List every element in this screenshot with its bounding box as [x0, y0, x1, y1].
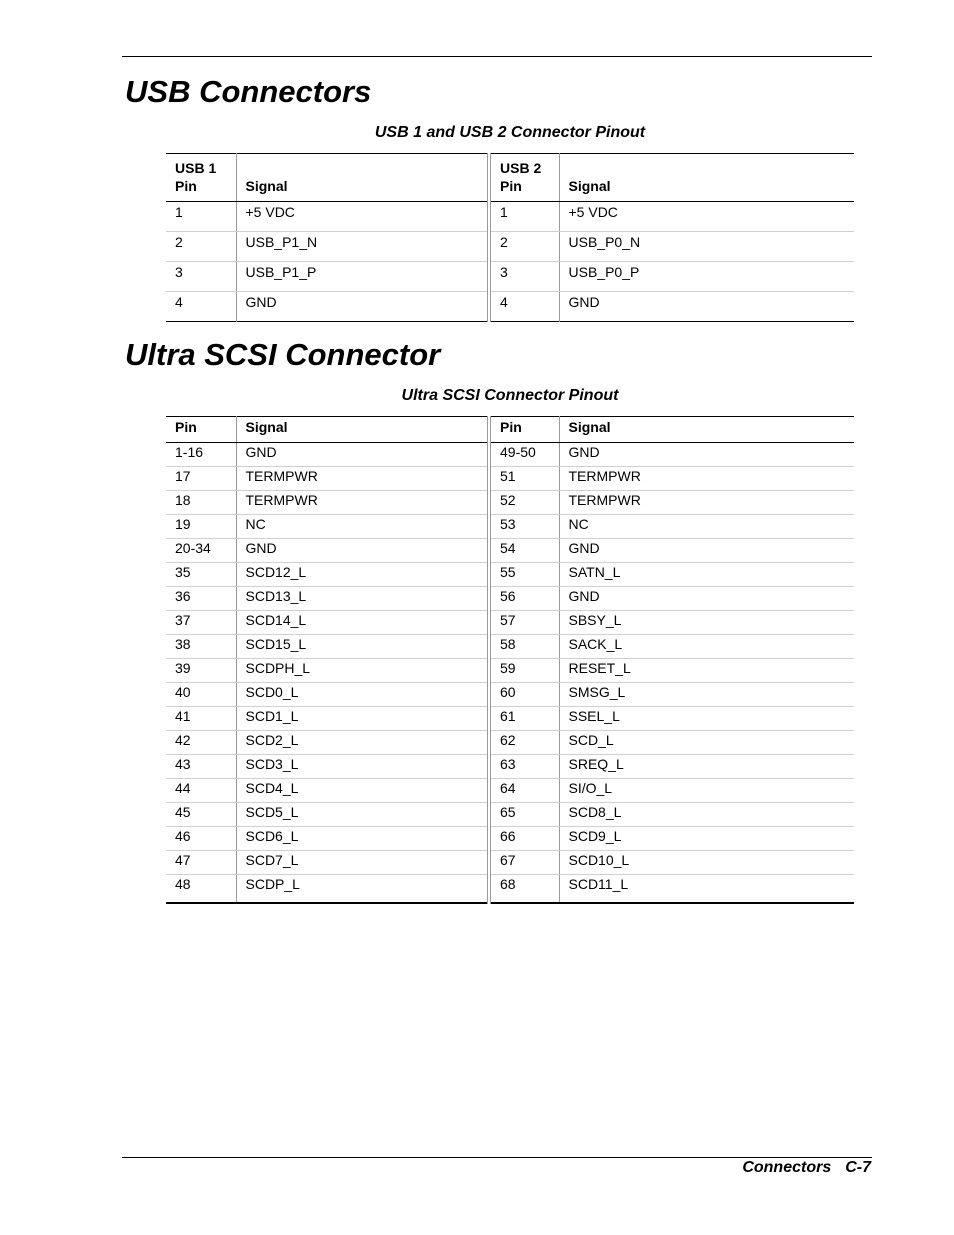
cell-pin-left: 40 — [166, 683, 236, 707]
table-row — [166, 539, 854, 563]
cell-signal-right: USB_P0_P — [559, 262, 854, 292]
table-row — [166, 779, 854, 803]
cell-pin-right: 49-50 — [489, 443, 559, 467]
table-row — [166, 202, 854, 232]
cell-signal-left: SCD3_L — [236, 755, 489, 779]
table-row — [166, 851, 854, 875]
cell-signal-right: GND — [559, 443, 854, 467]
table-row — [166, 232, 854, 262]
cell-pin-left: 43 — [166, 755, 236, 779]
cell-pin-right: 63 — [489, 755, 559, 779]
cell-signal-right: SACK_L — [559, 635, 854, 659]
cell-signal-left: GND — [236, 443, 489, 467]
cell-signal-left: TERMPWR — [236, 467, 489, 491]
cell-signal-left: SCDP_L — [236, 875, 489, 904]
cell-signal-right: SCD9_L — [559, 827, 854, 851]
table-row — [166, 292, 854, 322]
table-row — [166, 467, 854, 491]
cell-signal-right: SMSG_L — [559, 683, 854, 707]
header-rule — [122, 56, 872, 57]
table-row — [166, 755, 854, 779]
table-row — [166, 659, 854, 683]
cell-signal-left: SCD15_L — [236, 635, 489, 659]
column-header-signal-left: Signal — [236, 417, 489, 443]
cell-pin-right: 67 — [489, 851, 559, 875]
table-row — [166, 875, 854, 904]
column-header-pin-left: Pin — [166, 417, 236, 443]
cell-signal-left: SCD2_L — [236, 731, 489, 755]
cell-pin-left: 48 — [175, 876, 191, 892]
cell-pin-left: 4 — [175, 294, 183, 310]
usb-heading: USB Connectors — [125, 74, 372, 109]
cell-pin-left: 17 — [166, 467, 236, 491]
cell-pin-right: 2 — [489, 232, 559, 262]
cell-pin-left: 42 — [166, 731, 236, 755]
cell-signal-right: GND — [559, 292, 854, 322]
column-header-pin-right: Pin — [489, 417, 559, 443]
cell-signal-right: SATN_L — [559, 563, 854, 587]
cell-signal-right: SREQ_L — [559, 755, 854, 779]
cell-pin-right: 65 — [489, 803, 559, 827]
table-row — [166, 683, 854, 707]
table-row — [166, 563, 854, 587]
cell-signal-left: USB_P1_N — [236, 232, 489, 262]
cell-signal-left: SCDPH_L — [236, 659, 489, 683]
cell-pin-right: 1 — [489, 202, 559, 232]
cell-signal-right: SCD10_L — [559, 851, 854, 875]
table-row — [166, 827, 854, 851]
cell-pin-left: 45 — [166, 803, 236, 827]
cell-pin-left: 20-34 — [166, 539, 236, 563]
cell-signal-left: TERMPWR — [236, 491, 489, 515]
footer-section: Connectors — [742, 1159, 832, 1176]
cell-signal-right: TERMPWR — [559, 467, 854, 491]
cell-signal-left: NC — [236, 515, 489, 539]
column-header-usb1-pin: USB 1 Pin — [166, 154, 236, 202]
scsi-table-caption: Ultra SCSI Connector Pinout — [401, 387, 619, 404]
cell-signal-right: +5 VDC — [559, 202, 854, 232]
cell-signal-left: SCD7_L — [236, 851, 489, 875]
table-row — [166, 443, 854, 467]
cell-pin-left: 1 — [166, 202, 236, 232]
column-header-usb1-signal: Signal — [236, 154, 489, 202]
table-row — [166, 515, 854, 539]
table-header-row — [166, 417, 854, 443]
table-row — [166, 635, 854, 659]
cell-pin-right: 66 — [489, 827, 559, 851]
page-footer — [742, 1159, 871, 1177]
cell-signal-right: USB_P0_N — [559, 232, 854, 262]
cell-pin-left: 36 — [166, 587, 236, 611]
scsi-pinout-table — [166, 416, 854, 904]
cell-pin-right: 61 — [489, 707, 559, 731]
table-row — [166, 587, 854, 611]
cell-signal-right: SSEL_L — [559, 707, 854, 731]
usb-table-caption: USB 1 and USB 2 Connector Pinout — [374, 124, 646, 141]
cell-pin-left: 18 — [166, 491, 236, 515]
table-row — [166, 707, 854, 731]
cell-pin-left: 39 — [166, 659, 236, 683]
cell-pin-right: 60 — [489, 683, 559, 707]
cell-pin-left: 47 — [166, 851, 236, 875]
cell-pin-left: 44 — [166, 779, 236, 803]
footer-page-number: C-7 — [845, 1159, 871, 1176]
cell-pin-right: 68 — [489, 875, 559, 904]
cell-pin-left: 2 — [166, 232, 236, 262]
cell-pin-left: 37 — [166, 611, 236, 635]
table-row — [166, 731, 854, 755]
cell-signal-right: SCD8_L — [559, 803, 854, 827]
cell-pin-right: 59 — [489, 659, 559, 683]
cell-pin-right: 64 — [489, 779, 559, 803]
cell-pin-right: 55 — [489, 563, 559, 587]
cell-pin-left: 19 — [166, 515, 236, 539]
cell-signal-left: USB_P1_P — [236, 262, 489, 292]
footer-rule — [122, 1157, 872, 1158]
cell-signal-left: SCD4_L — [236, 779, 489, 803]
table-row — [166, 491, 854, 515]
cell-signal-left: SCD1_L — [236, 707, 489, 731]
cell-signal-left: SCD12_L — [236, 563, 489, 587]
cell-signal-right: NC — [559, 515, 854, 539]
column-header-usb2-signal: Signal — [559, 154, 854, 202]
cell-pin-left: 41 — [166, 707, 236, 731]
table-header-row — [166, 154, 854, 202]
cell-signal-right: SI/O_L — [559, 779, 854, 803]
cell-pin-right: 3 — [489, 262, 559, 292]
cell-signal-right: GND — [559, 587, 854, 611]
cell-pin-right: 53 — [489, 515, 559, 539]
cell-pin-left: 1-16 — [166, 443, 236, 467]
cell-pin-right: 62 — [489, 731, 559, 755]
cell-pin-left: 38 — [166, 635, 236, 659]
cell-signal-right: TERMPWR — [559, 491, 854, 515]
usb-pinout-table — [166, 153, 854, 322]
table-row — [166, 803, 854, 827]
cell-signal-right: SCD11_L — [559, 875, 854, 904]
cell-signal-left: GND — [236, 539, 489, 563]
cell-signal-right: RESET_L — [559, 659, 854, 683]
cell-pin-left: 35 — [166, 563, 236, 587]
cell-signal-left: SCD0_L — [236, 683, 489, 707]
column-header-signal-right: Signal — [559, 417, 854, 443]
table-row — [166, 611, 854, 635]
cell-signal-left: SCD13_L — [236, 587, 489, 611]
cell-signal-left: SCD14_L — [236, 611, 489, 635]
cell-pin-left: 3 — [166, 262, 236, 292]
column-header-usb2-pin: USB 2 Pin — [489, 154, 559, 202]
cell-pin-right: 51 — [489, 467, 559, 491]
cell-pin-left: 46 — [166, 827, 236, 851]
cell-pin-right: 4 — [489, 292, 559, 322]
cell-signal-right: GND — [559, 539, 854, 563]
cell-signal-left: SCD6_L — [236, 827, 489, 851]
cell-pin-right: 58 — [489, 635, 559, 659]
scsi-heading: Ultra SCSI Connector — [125, 337, 441, 372]
cell-signal-right: SBSY_L — [559, 611, 854, 635]
cell-signal-left: +5 VDC — [236, 202, 489, 232]
table-row — [166, 262, 854, 292]
cell-signal-left: SCD5_L — [236, 803, 489, 827]
cell-signal-right: SCD_L — [559, 731, 854, 755]
cell-pin-right: 52 — [489, 491, 559, 515]
cell-pin-right: 56 — [489, 587, 559, 611]
cell-signal-left: GND — [236, 292, 489, 322]
cell-pin-right: 54 — [489, 539, 559, 563]
cell-pin-right: 57 — [489, 611, 559, 635]
